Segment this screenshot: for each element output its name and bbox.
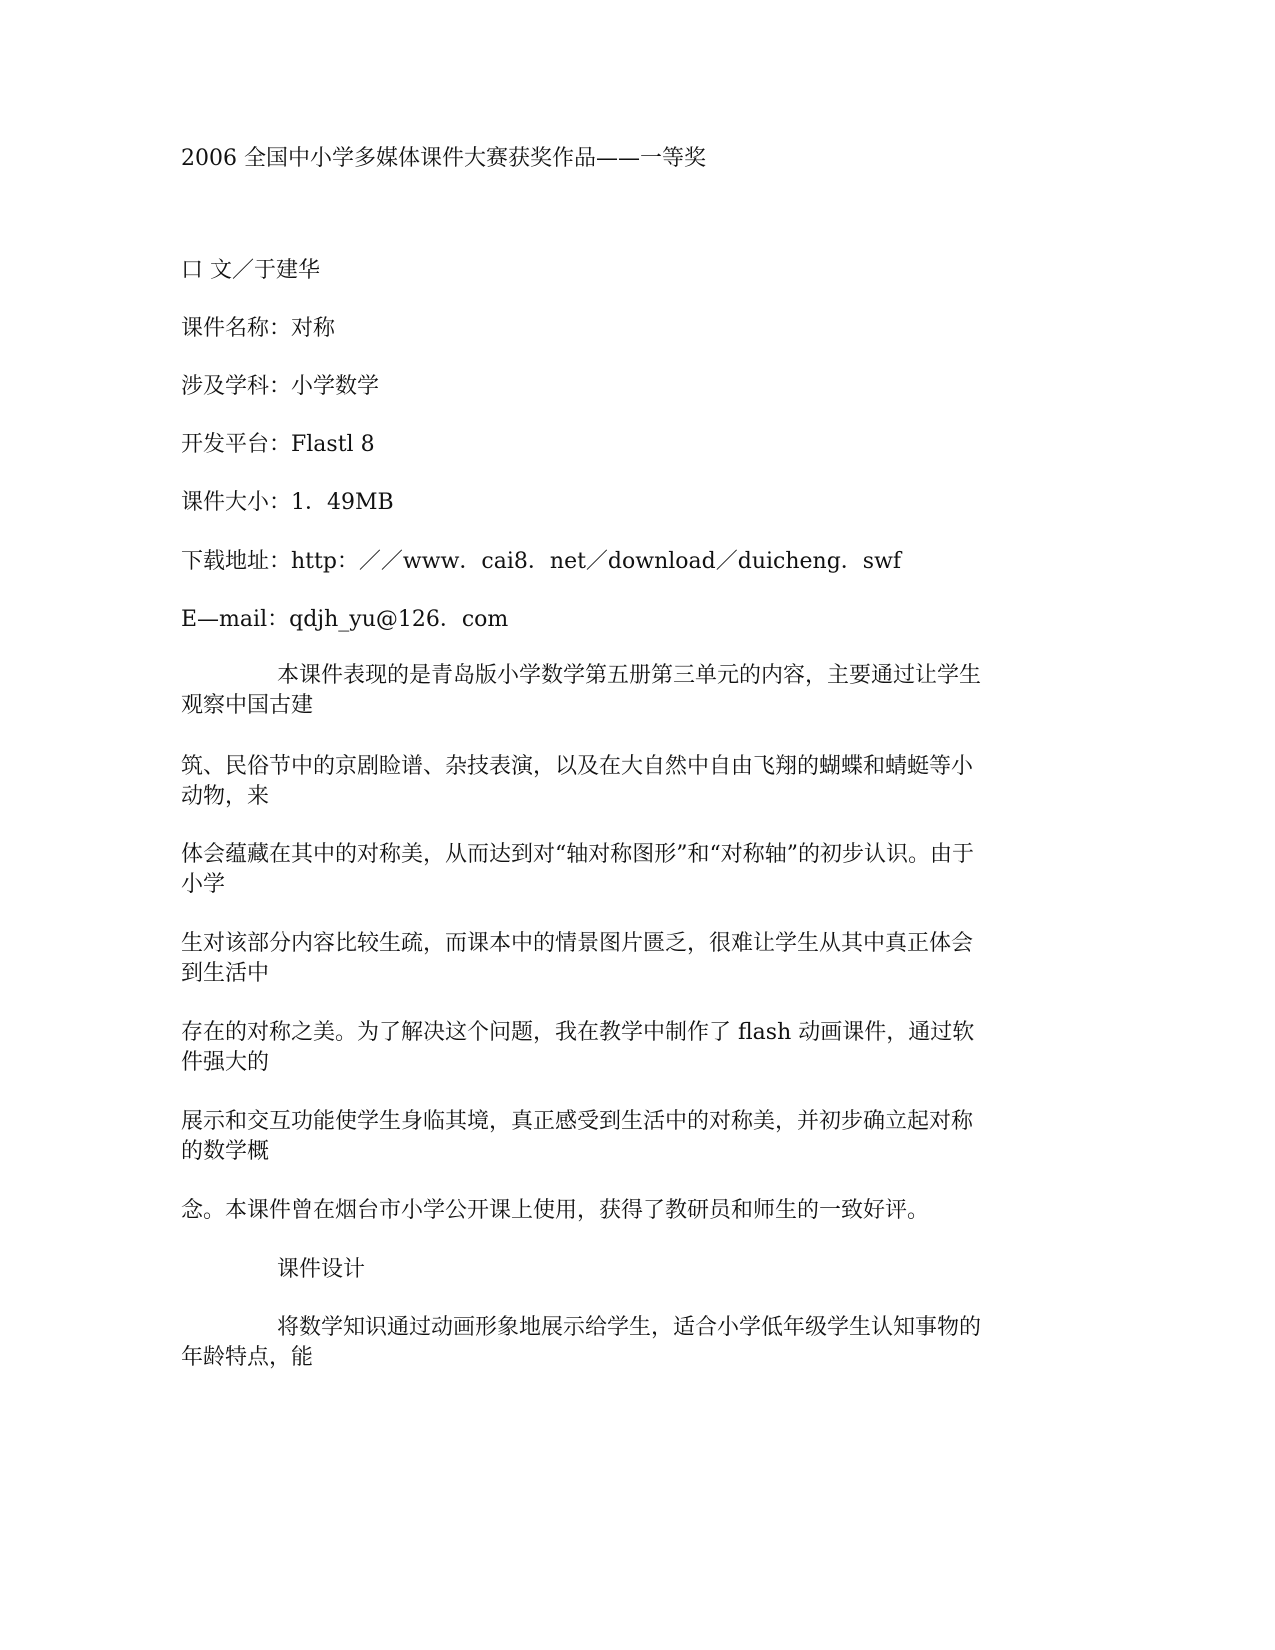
paragraph: [181, 1313, 1041, 1373]
paragraph-line: 生对该部分内容比较生疏，而课本中的情景图片匮乏，很难让学生从其中真正体会: [181, 931, 974, 956]
paragraph-line: 动物，来: [181, 784, 270, 809]
author-line: 口 文／于建华: [181, 258, 320, 283]
paragraph: [181, 1107, 1041, 1167]
meta-download-url: 下载地址：http：／／www．cai8．net／download／duicheng．swf: [181, 549, 902, 574]
paragraph-line: 的数学概: [181, 1139, 270, 1164]
meta-platform: 开发平台：Flastl 8: [181, 432, 375, 457]
paragraph: [181, 752, 1041, 812]
paragraph: [181, 1018, 1041, 1078]
paragraph-line: 年龄特点，能: [181, 1345, 314, 1370]
paragraph-line: 小学: [181, 872, 226, 897]
paragraph-line: 到生活中: [181, 961, 270, 986]
section-heading: 课件设计: [277, 1257, 366, 1282]
paragraph-line: 体会蕴藏在其中的对称美，从而达到对“轴对称图形”和“对称轴”的初步认识。由于: [181, 842, 974, 867]
paragraph-line: 件强大的: [181, 1050, 270, 1075]
meta-size: 课件大小：1．49MB: [181, 490, 394, 515]
paragraph-line: 将数学知识通过动画形象地展示给学生，适合小学低年级学生认知事物的: [277, 1315, 982, 1340]
paragraph-line: 筑、民俗节中的京剧睑谱、杂技表演，以及在大自然中自由飞翔的蝴蝶和蜻蜓等小: [181, 754, 974, 779]
meta-subject: 涉及学科：小学数学: [181, 374, 380, 399]
document-title: 2006 全国中小学多媒体课件大赛获奖作品——一等奖: [181, 146, 706, 171]
paragraph-line: 存在的对称之美。为了解决这个问题，我在教学中制作了 flash 动画课件，通过软: [181, 1020, 975, 1045]
paragraph-line: 本课件表现的是青岛版小学数学第五册第三单元的内容，主要通过让学生: [277, 663, 982, 688]
paragraph: [181, 929, 1041, 989]
paragraph-line: 观察中国古建: [181, 693, 314, 718]
paragraph: [181, 840, 1041, 900]
paragraph: [181, 1196, 1041, 1226]
paragraph-line: 念。本课件曾在烟台市小学公开课上使用，获得了教研员和师生的一致好评。: [181, 1198, 930, 1223]
paragraph: [181, 661, 1041, 721]
paragraph-line: 展示和交互功能使学生身临其境，真正感受到生活中的对称美，并初步确立起对称: [181, 1109, 974, 1134]
meta-email: E—mail：qdjh_yu@126．com: [181, 607, 509, 632]
meta-course-name: 课件名称：对称: [181, 316, 336, 341]
